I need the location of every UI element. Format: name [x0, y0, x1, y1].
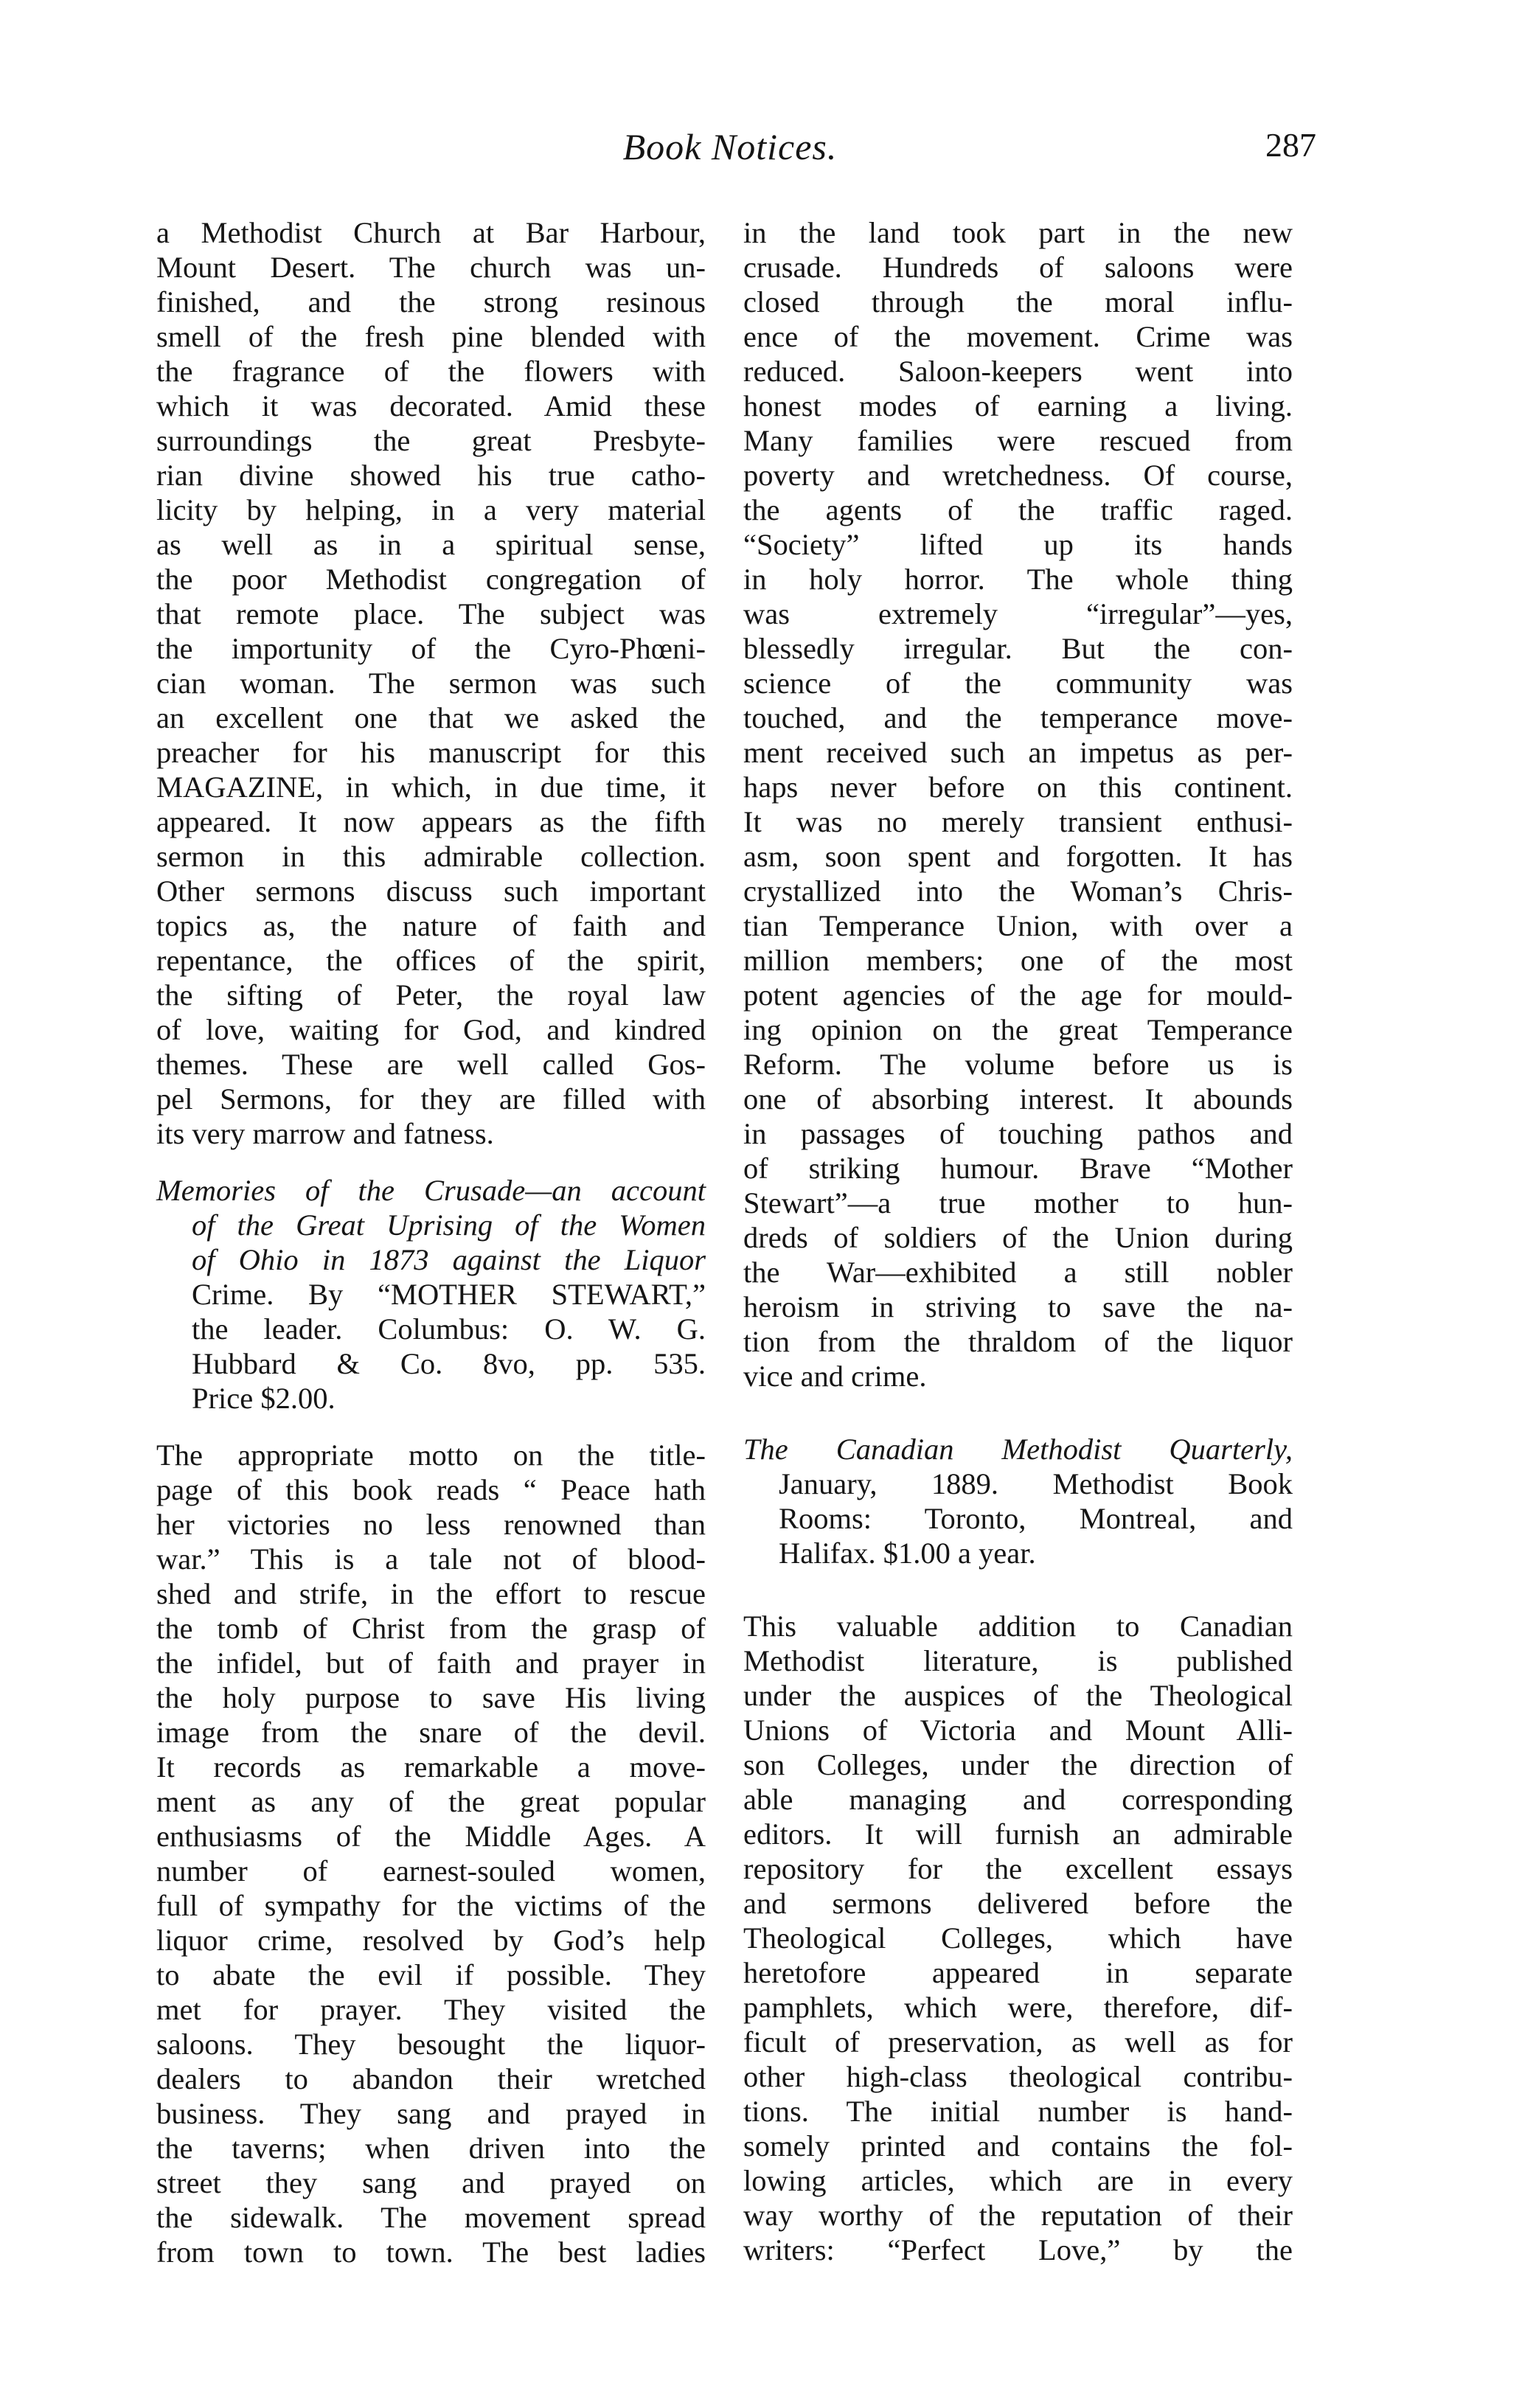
text-line: tions. The initial number is hand- [743, 2095, 1293, 2128]
text-line: licity by helping, in a very material [156, 493, 706, 526]
text-line: was extremely “irregular”—yes, [743, 597, 1293, 630]
text-line: topics as, the nature of faith and [156, 909, 706, 942]
text-line: crusade. Hundreds of saloons were [743, 251, 1293, 284]
text-line: closed through the moral influ- [743, 285, 1293, 319]
text-line: Many families were rescued from [743, 424, 1293, 457]
text-line: heroism in striving to save the na- [743, 1290, 1293, 1323]
text-line: the taverns; when driven into the [156, 2132, 706, 2165]
notice-title-line: of the Great Uprising of the Women [192, 1208, 706, 1242]
text-line: sermon in this admirable collection. [156, 840, 706, 873]
text-line: vice and crime. [743, 1360, 927, 1393]
notice-title-line: Crime. By “MOTHER STEWART,” [192, 1278, 706, 1311]
running-title: Book Notices. [622, 126, 838, 167]
text-line: the importunity of the Cyro-Phœni- [156, 632, 706, 665]
text-line: touched, and the temperance move- [743, 701, 1293, 734]
text-line: liquor crime, resolved by God’s help [156, 1924, 706, 1957]
text-line: the poor Methodist congregation of [156, 563, 706, 596]
text-line: MAGAZINE, in which, in due time, it [156, 770, 706, 804]
text-line: of love, waiting for God, and kindred [156, 1013, 706, 1046]
text-line: dreds of soldiers of the Union during [743, 1221, 1293, 1254]
text-line: Methodist literature, is published [743, 1644, 1293, 1677]
text-line: blessedly irregular. But the con- [743, 632, 1293, 665]
text-line: the sidewalk. The movement spread [156, 2201, 706, 2234]
text-line: the agents of the traffic raged. [743, 493, 1293, 526]
text-line: in the land took part in the new [743, 216, 1293, 249]
text-line: editors. It will furnish an admirable [743, 1817, 1293, 1851]
text-line: poverty and wretchedness. Of course, [743, 459, 1293, 492]
text-line: Unions of Victoria and Mount Alli- [743, 1713, 1293, 1747]
notice-title-line: Rooms: Toronto, Montreal, and [779, 1502, 1293, 1535]
notice-title-quarterly [743, 1432, 1293, 1570]
text-line: as well as in a spiritual sense, [156, 528, 706, 561]
left-paragraph-2 [156, 1438, 706, 2269]
text-line: the tomb of Christ from the grasp of [156, 1612, 706, 1645]
text-line: finished, and the strong resinous [156, 285, 706, 319]
text-line: ence of the movement. Crime was [743, 320, 1293, 353]
text-line: reduced. Saloon-keepers went into [743, 355, 1293, 388]
notice-title-line: of Ohio in 1873 against the Liquor [192, 1243, 706, 1276]
text-line: themes. These are well called Gos- [156, 1048, 706, 1081]
text-line: ment as any of the great popular [156, 1785, 706, 1818]
text-line: shed and strife, in the effort to rescue [156, 1577, 706, 1610]
text-line: under the auspices of the Theological [743, 1679, 1293, 1712]
text-line: able managing and corresponding [743, 1783, 1293, 1816]
notice-title-memories [156, 1173, 706, 1416]
right-paragraph-1 [743, 215, 1293, 1393]
text-line: in holy horror. The whole thing [743, 563, 1293, 596]
text-line: son Colleges, under the direction of [743, 1748, 1293, 1781]
right-column [743, 215, 1293, 2267]
text-line: the fragrance of the flowers with [156, 355, 706, 388]
right-paragraph-2 [743, 1609, 1293, 2267]
text-line: “Society” lifted up its hands [743, 528, 1293, 561]
text-line: an excellent one that we asked the [156, 701, 706, 734]
text-line: street they sang and prayed on [156, 2166, 706, 2199]
text-line: image from the snare of the devil. [156, 1716, 706, 1749]
text-line: rian divine showed his true catho- [156, 459, 706, 492]
text-line: heretofore appeared in separate [743, 1956, 1293, 1989]
text-line: It records as remarkable a move- [156, 1750, 706, 1784]
notice-title-line: Halifax. $1.00 a year. [779, 1537, 1036, 1570]
text-line: the infidel, but of faith and prayer in [156, 1646, 706, 1680]
text-line: and sermons delivered before the [743, 1887, 1293, 1920]
text-line: million members; one of the most [743, 944, 1293, 977]
text-line: writers: “Perfect Love,” by the [743, 2233, 1293, 2266]
text-line: This valuable addition to Canadian [743, 1610, 1293, 1643]
text-line: The appropriate motto on the title- [156, 1438, 706, 1472]
text-line: met for prayer. They visited the [156, 1993, 706, 2026]
text-line: of striking humour. Brave “Mother [743, 1152, 1293, 1185]
text-line: lowing articles, which are in every [743, 2164, 1293, 2197]
text-line: ficult of preservation, as well as for [743, 2025, 1293, 2059]
text-line: Other sermons discuss such important [156, 874, 706, 908]
text-line: ment received such an impetus as per- [743, 736, 1293, 769]
text-line: number of earnest-souled women, [156, 1854, 706, 1887]
text-line: saloons. They besought the liquor- [156, 2028, 706, 2061]
text-line: somely printed and contains the fol- [743, 2129, 1293, 2162]
text-line: one of absorbing interest. It abounds [743, 1082, 1293, 1116]
text-line: haps never before on this continent. [743, 770, 1293, 804]
notice-title-line: Price $2.00. [192, 1382, 336, 1415]
text-line: page of this book reads “ Peace hath [156, 1473, 706, 1506]
text-line: other high-class theological contribu- [743, 2060, 1293, 2093]
text-line: in passages of touching pathos and [743, 1117, 1293, 1150]
text-line: It was no merely transient enthusi- [743, 805, 1293, 838]
left-column [156, 215, 706, 2269]
text-line: Reform. The volume before us is [743, 1048, 1293, 1081]
text-line: Theological Colleges, which have [743, 1921, 1293, 1955]
text-line: appeared. It now appears as the fifth [156, 805, 706, 838]
text-line: to abate the evil if possible. They [156, 1958, 706, 1991]
text-line: its very marrow and fatness. [156, 1117, 494, 1150]
text-line: the holy purpose to save His living [156, 1681, 706, 1714]
text-line: from town to town. The best ladies [156, 2235, 706, 2269]
notice-title-line: the leader. Columbus: O. W. G. [192, 1312, 706, 1346]
text-line: Mount Desert. The church was un- [156, 251, 706, 284]
text-line: repository for the excellent essays [743, 1852, 1293, 1885]
text-line: dealers to abandon their wretched [156, 2062, 706, 2095]
notice-title-line: Memories of the Crusade—an account [156, 1174, 706, 1207]
text-line: tion from the thraldom of the liquor [743, 1325, 1293, 1358]
text-line: ing opinion on the great Temperance [743, 1013, 1293, 1046]
text-line: smell of the fresh pine blended with [156, 320, 706, 353]
text-line: preacher for his manuscript for this [156, 736, 706, 769]
text-line: that remote place. The subject was [156, 597, 706, 630]
text-line: honest modes of earning a living. [743, 389, 1293, 422]
text-line: war.” This is a tale not of blood- [156, 1542, 706, 1576]
text-line: enthusiasms of the Middle Ages. A [156, 1820, 706, 1853]
text-line: the War—exhibited a still nobler [743, 1256, 1293, 1289]
text-line: potent agencies of the age for mould- [743, 978, 1293, 1012]
text-line: repentance, the offices of the spirit, [156, 944, 706, 977]
text-line: pel Sermons, for they are filled with [156, 1082, 706, 1116]
notice-title-line: The Canadian Methodist Quarterly, [743, 1433, 1293, 1466]
text-line: a Methodist Church at Bar Harbour, [156, 216, 706, 249]
notice-title-line: Hubbard & Co. 8vo, pp. 535. [192, 1347, 706, 1380]
text-line: asm, soon spent and forgotten. It has [743, 840, 1293, 873]
text-line: surroundings the great Presbyte- [156, 424, 706, 457]
text-line: which it was decorated. Amid these [156, 389, 706, 422]
text-line: science of the community was [743, 667, 1293, 700]
text-line: cian woman. The sermon was such [156, 667, 706, 700]
text-line: her victories no less renowned than [156, 1508, 706, 1541]
text-line: tian Temperance Union, with over a [743, 909, 1293, 942]
text-line: crystallized into the Woman’s Chris- [743, 874, 1293, 908]
notice-title-line: January, 1889. Methodist Book [779, 1467, 1293, 1500]
text-line: way worthy of the reputation of their [743, 2199, 1293, 2232]
left-paragraph-1 [156, 215, 706, 1151]
text-line: the sifting of Peter, the royal law [156, 978, 706, 1012]
running-head [159, 125, 1316, 177]
text-line: Stewart”—a true mother to hun- [743, 1186, 1293, 1219]
text-line: business. They sang and prayed in [156, 2097, 706, 2130]
text-line: pamphlets, which were, therefore, dif- [743, 1991, 1293, 2024]
page-number: 287 [1265, 126, 1316, 164]
text-line: full of sympathy for the victims of the [156, 1889, 706, 1922]
